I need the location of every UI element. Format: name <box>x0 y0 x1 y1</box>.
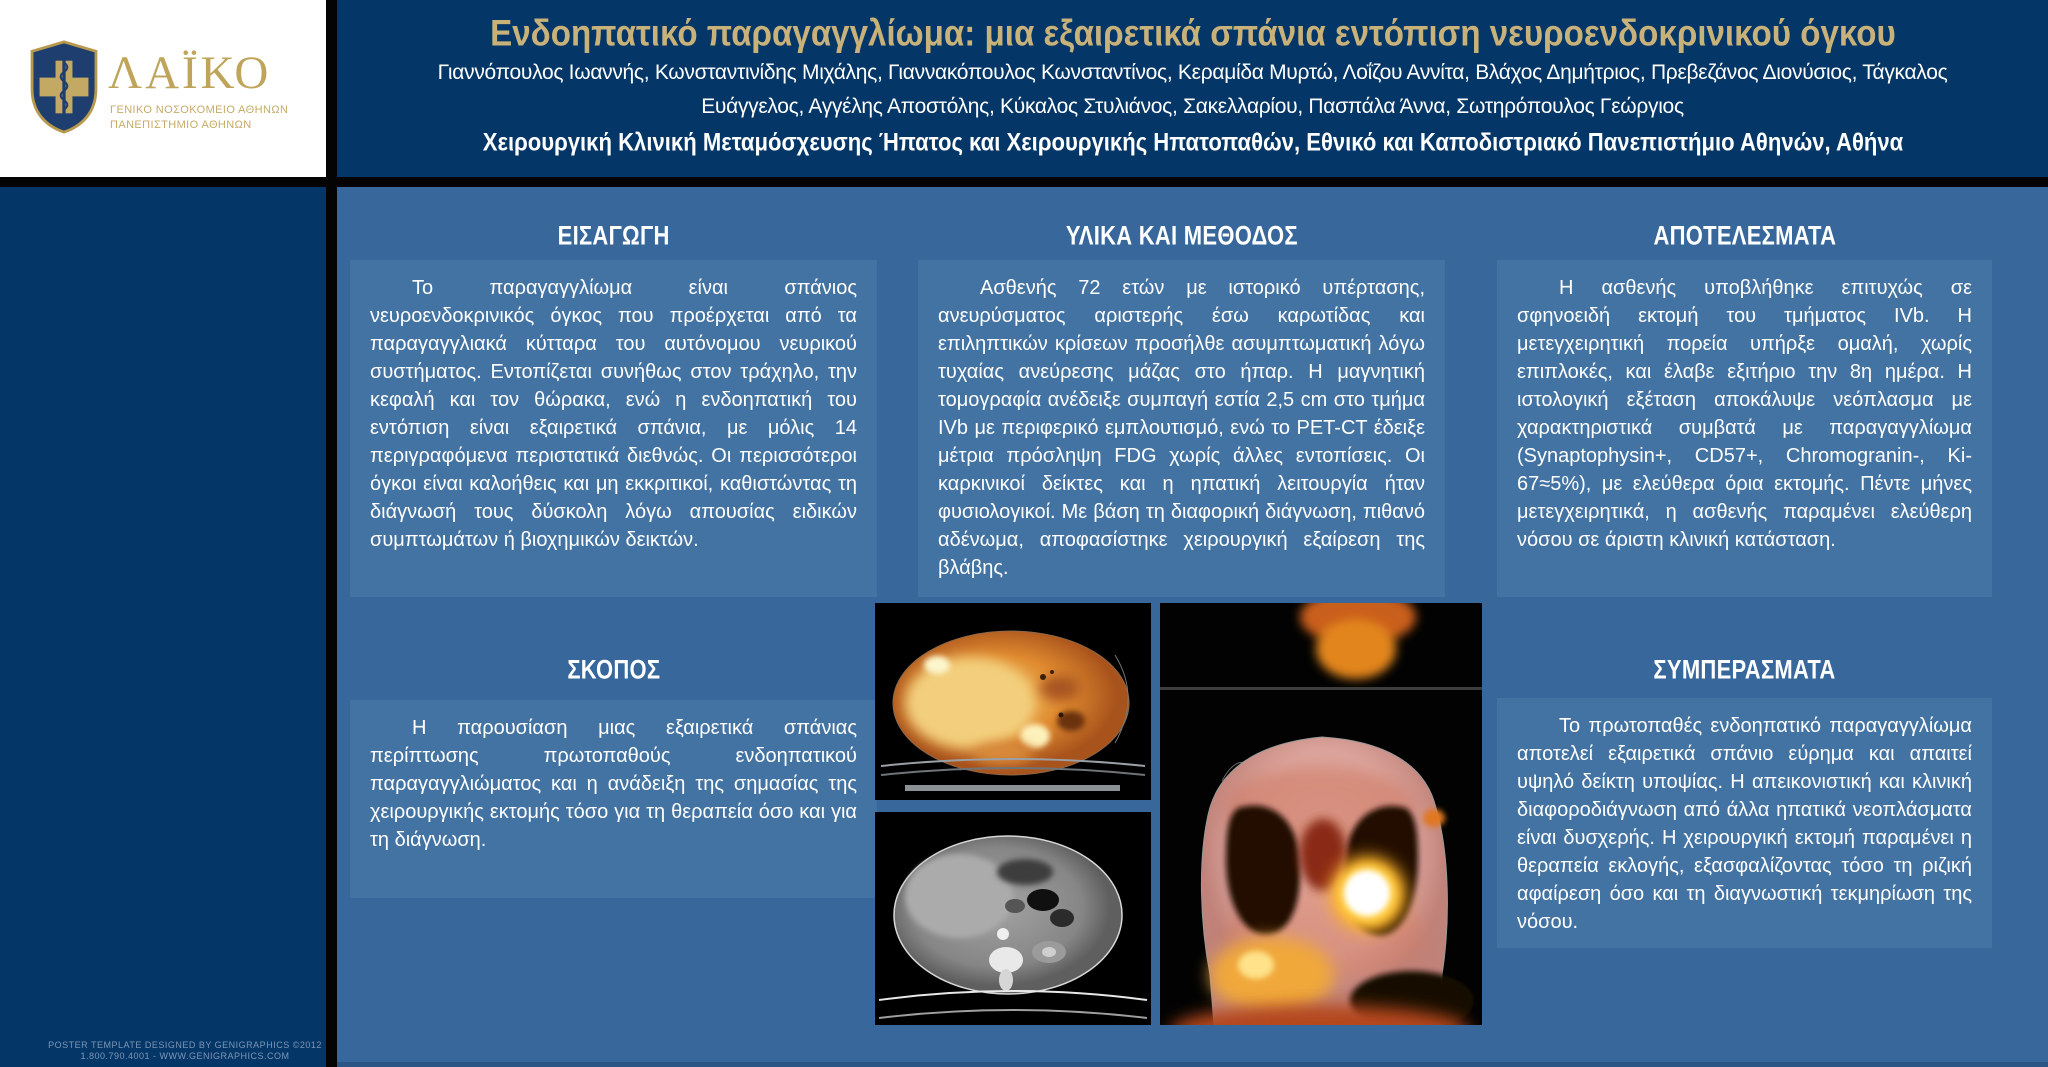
section-title-introduction <box>350 222 877 251</box>
conclusions-body: Το πρωτοπαθές ενδοηπατικό παραγαγγλίωμα αποτελεί εξαιρετικά σπάνιο εύρημα και απαιτεί υψηλό δείκτη υποψίας. Η απεικονιστική και κλινική διαφοροδιάγνωση από άλλα ηπατικά νεοπλάσματα είναι δυσχερής. Η χειρουργική εκτομή παραμένει η θεραπεία εκλογής, εξασφαλίζοντας τόσο τη ριζική αφαίρεση όσο και τη διαγνωστική τεκμηρίωση της νόσου. <box>1517 715 1972 933</box>
hospital-logo-line2: ΠΑΝΕΠΙΣΤΗΜΙΟ ΑΘΗΝΩΝ <box>110 119 252 131</box>
introduction-body: Το παραγαγγλίωμα είναι σπάνιος νευροενδοκρινικός όγκος που προέρχεται από τα παραγαγγλιακά κύτταρα του αυτόνομου νευρικού συστήματος. Εντοπίζεται συνήθως στον τράχηλο, την κεφαλή και τον θώρακα, ενώ η ενδοηπατική του εντόπιση είναι εξαιρετικά σπάνια, με μόλις 14 περιγραφόμενα περιστατικά διεθνώς. Οι περισσότεροι όγκοι είναι καλοήθεις και μη εκκριτικοί, καθιστώντας τη διάγνωσή τους δύσκολη λόγω απουσίας ειδικών συμπτωμάτων ή βιοχημικών δεικτών. <box>370 277 857 551</box>
section-title-aim <box>350 656 877 685</box>
axial-ct-image <box>875 812 1151 1025</box>
introduction-textbox <box>350 260 877 597</box>
conclusions-textbox <box>1497 698 1992 948</box>
poster-title <box>337 12 2048 54</box>
template-credit-line1: POSTER TEMPLATE DESIGNED BY GENIGRAPHICS ©2012 <box>48 1040 322 1050</box>
coronal-pet-ct-fusion-image <box>1160 603 1482 1025</box>
section-title-results <box>1497 222 1992 251</box>
vertical-divider <box>326 0 337 1067</box>
results-body: Η ασθενής υποβλήθηκε επιτυχώς σε σφηνοειδή εκτομή του τμήματος IVb. Η μετεγχειρητική πορεία υπήρξε ομαλή, χωρίς επιπλοκές, και έλαβε εξιτήριο την 8η ημέρα. Η ιστολογική εξέταση αποκάλυψε νεόπλασμα με χαρακτηριστικά συμβατά με παραγαγγλίωμα (Synaptophysin+, CD57+, Chromogranin-, Ki-67≈5%), με ελεύθερα όρια εκτομής. Πέντε μήνες μετεγχειρητικά, η ασθενής παραμένει ελεύθερη νόσου σε άριστη κλινική κατάσταση. <box>1517 277 1972 551</box>
header-divider <box>0 177 2048 187</box>
methods-textbox <box>918 260 1445 597</box>
section-title-methods-text: ΥΛΙΚΑ ΚΑΙ ΜΕΘΟΔΟΣ <box>1065 221 1298 251</box>
section-title-methods <box>918 222 1445 251</box>
poster-title-text: Ενδοηπατικό παραγαγγλίωμα: μια εξαιρετικά σπάνια εντόπιση νευροενδοκρινικού όγκου <box>489 11 1896 54</box>
hospital-logo-line1: ΓΕΝΙΚΟ ΝΟΣΟΚΟΜΕΙΟ ΑΘΗΝΩΝ <box>110 104 289 116</box>
hospital-logo-box <box>0 0 326 177</box>
section-title-introduction-text: ΕΙΣΑΓΩΓΗ <box>557 221 670 251</box>
hospital-shield-icon <box>26 40 102 134</box>
section-title-conclusions-text: ΣΥΜΠΕΡΑΣΜΑΤΑ <box>1653 655 1836 685</box>
section-title-results-text: ΑΠΟΤΕΛΕΣΜΑΤΑ <box>1653 221 1836 251</box>
affiliation <box>337 128 2048 158</box>
aim-body: Η παρουσίαση μιας εξαιρετικά σπάνιας περίπτωσης πρωτοπαθούς ενδοηπατικού παραγαγγλιώματος και η ανάδειξη της σημασίας της χειρουργικής εκτομής τόσο για τη θεραπεία όσο και για τη διάγνωση. <box>370 717 857 851</box>
bottom-edge-strip <box>337 1062 2048 1067</box>
section-title-aim-text: ΣΚΟΠΟΣ <box>566 655 660 685</box>
axial-pet-ct-fusion-image <box>875 603 1151 800</box>
hospital-logo-name: ΛΑΪΚΟ <box>108 47 272 99</box>
methods-body: Ασθενής 72 ετών με ιστορικό υπέρτασης, ανευρύσματος αριστερής έσω καρωτίδας και επιληπτικών κρίσεων προσήλθε ασυμπτωματική λόγω τυχαίας ανεύρεσης μάζας στο ήπαρ. Η μαγνητική τομογραφία ανέδειξε συμπαγή εστία 2,5 cm στο τμήμα IVb με περιφερικό εμπλουτισμό, ενώ το PET-CT έδειξε μέτρια πρόσληψη FDG χωρίς άλλες εντοπίσεις. Οι καρκινικοί δείκτες και η ηπατική λειτουργία ήταν φυσιολογικοί. Με βάση τη διαφορική διάγνωση, πιθανό αδένωμα, αποφασίστηκε χειρουργική εξαίρεση της βλάβης. <box>938 277 1425 579</box>
aim-textbox <box>350 700 877 898</box>
template-credit-line2: 1.800.790.4001 - WWW.GENIGRAPHICS.COM <box>80 1051 290 1061</box>
authors-list: Γιαννόπουλος Ιωαννής, Κωνσταντινίδης Μιχάλης, Γιαννακόπουλος Κωνσταντίνος, Κεραμίδα Μυρτώ, Λοΐζου Αννίτα, Βλάχος Δημήτριος, Πρεβεζάνος Διονύσιος, Τάγκαλος Ευάγγελος, Αγγέλης Αποστόλης, Κύκαλος Στυλιάνος, Σακελλαρίου, Πασπάλα Άννα, Σωτηρόπουλος Γεώργιος <box>437 61 1948 118</box>
results-textbox <box>1497 260 1992 597</box>
affiliation-text: Χειρουργική Κλινική Μεταμόσχευσης Ήπατος και Χειρουργικής Ηπατοπαθών, Εθνικό και Καποδιστριακό Πανεπιστήμιο Αθηνών, Αθήνα <box>482 128 1903 157</box>
section-title-conclusions <box>1497 656 1992 685</box>
template-credit <box>30 1040 340 1062</box>
